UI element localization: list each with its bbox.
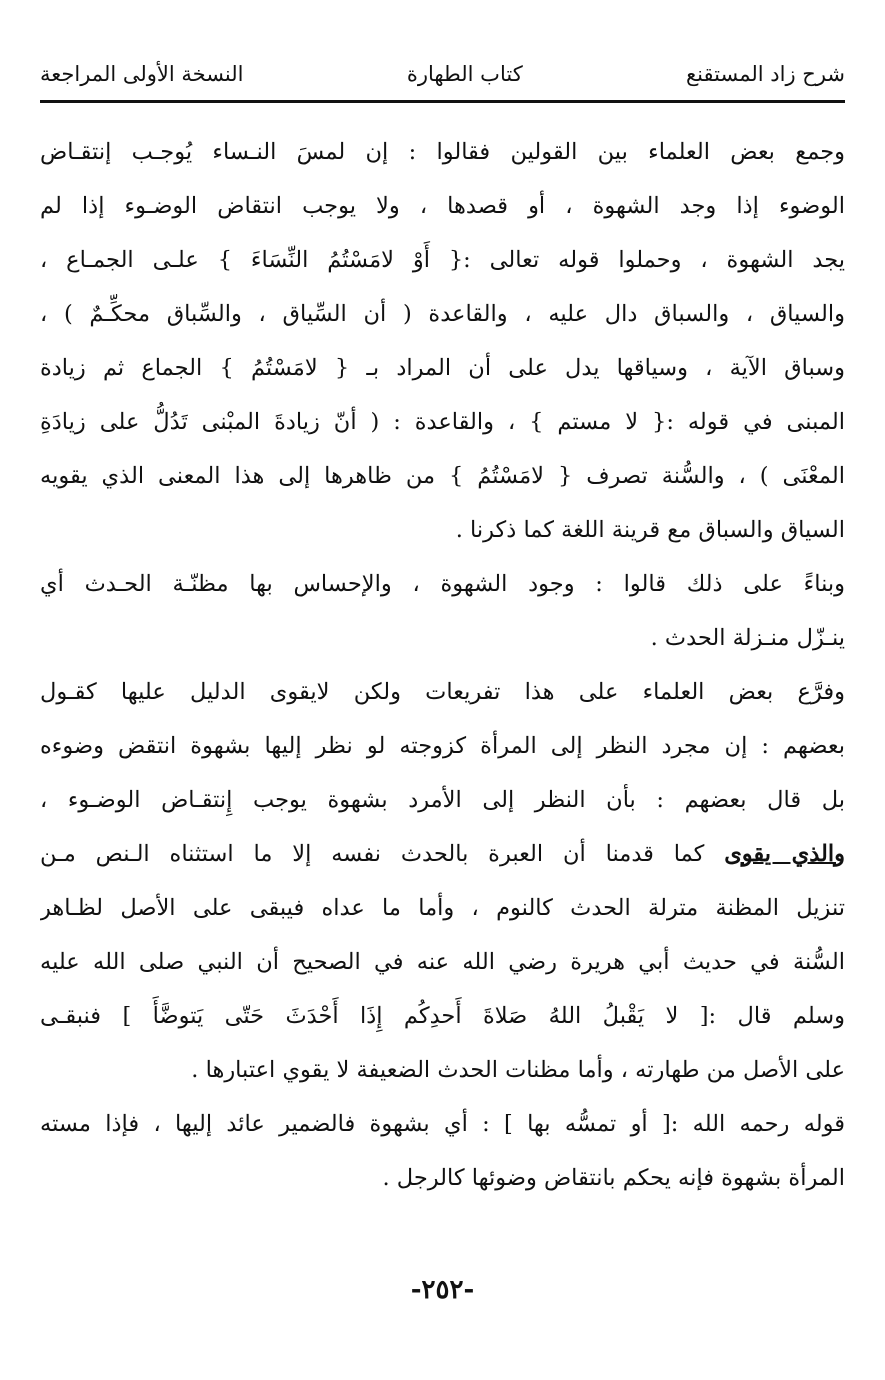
- text-line: وجمع بعض العلماء بين القولين فقالوا : إن لمسَ النـساء يُوجـب إنتقـاض: [40, 139, 845, 165]
- text-line: المبنى في قوله :{ لا مستم } ، والقاعدة : ( أنّ زيادةَ المبْنى تَدُلُّ على زيادَةِ: [40, 409, 845, 435]
- text-line: والسياق ، والسباق دال عليه ، والقاعدة ( أن السِّياق ، والسِّباق محكِّـمٌ ) ،: [40, 301, 845, 327]
- chapter-title: كتاب الطهارة: [406, 62, 523, 86]
- text-line: تنزيل المظنة مترلة الحدث كالنوم ، وأما ما عداه فيبقى على الأصل لظـاهر: [40, 895, 845, 921]
- text-line: المرأة بشهوة فإنه يحكم بانتقاض وضوئها كالرجل .: [382, 1165, 845, 1191]
- text-line: قوله رحمه الله :[ أو تمسُّه بها ] : أي بشهوة فالضمير عائد إليها ، فإذا مسته: [40, 1111, 845, 1137]
- emphasized-phrase: والذي يقوى: [724, 841, 845, 867]
- text-line: وفرَّع بعض العلماء على هذا تفريعات ولكن لايقوى الدليل عليها كقـول: [40, 679, 845, 705]
- text-line: المعْنَى ) ، والسُّنة تصرف { لامَسْتُمُ } من ظاهرها إلى هذا المعنى الذي يقويه: [40, 463, 845, 489]
- text-line: وبناءً على ذلك قالوا : وجود الشهوة ، والإحساس بها مظنّـة الحـدث أي: [40, 571, 845, 597]
- text-line: ينـزّل منـزلة الحدث .: [650, 625, 845, 651]
- text-line: بعضهم : إن مجرد النظر إلى المرأة كزوجته لو نظر إليها بشهوة انتقض وضوءه: [40, 733, 845, 759]
- text-line: السياق والسباق مع قرينة اللغة كما ذكرنا .: [455, 517, 845, 543]
- text-line: والذي يقوى كما قدمنا أن العبرة بالحدث نفسه إلا ما استثناه الـنص مـن: [40, 841, 845, 867]
- text-line: بل قال بعضهم : بأن النظر إلى الأمرد بشهوة يوجب إِنتقـاض الوضـوء ،: [40, 787, 845, 813]
- text-line: وسلم قال :[ لا يَقْبلُ اللهُ صَلاةَ أَحدِكُم إِذَا أَحْدَثَ حَتّى يَتوضَّأَ ] فنبقـى: [40, 1003, 845, 1029]
- text-line: السُّنة في حديث أبي هريرة رضي الله عنه في الصحيح أن النبي صلى الله عليه: [40, 949, 845, 975]
- edition-label: النسخة الأولى المراجعة: [40, 62, 244, 86]
- text-line: على الأصل من طهارته ، وأما مظنات الحدث الضعيفة لا يقوي اعتبارها .: [191, 1057, 845, 1083]
- page-number: -٢٥٢-: [410, 1275, 475, 1305]
- book-title: شرح زاد المستقنع: [686, 62, 845, 86]
- text-line: يجد الشهوة ، وحملوا قوله تعالى :{ أَوْ لامَسْتُمُ النِّسَاءَ } علـى الجمـاع ،: [40, 247, 845, 273]
- running-header: [40, 52, 845, 96]
- text-line: الوضوء إذا وجد الشهوة ، أو قصدها ، ولا يوجب انتقاض الوضـوء إذا لم: [40, 193, 845, 219]
- header-rule: [40, 100, 845, 103]
- text-line: وسباق الآية ، وسياقها يدل على أن المراد بـ { لامَسْتُمُ } الجماع ثم زيادة: [40, 355, 845, 381]
- body-text: [40, 125, 845, 1205]
